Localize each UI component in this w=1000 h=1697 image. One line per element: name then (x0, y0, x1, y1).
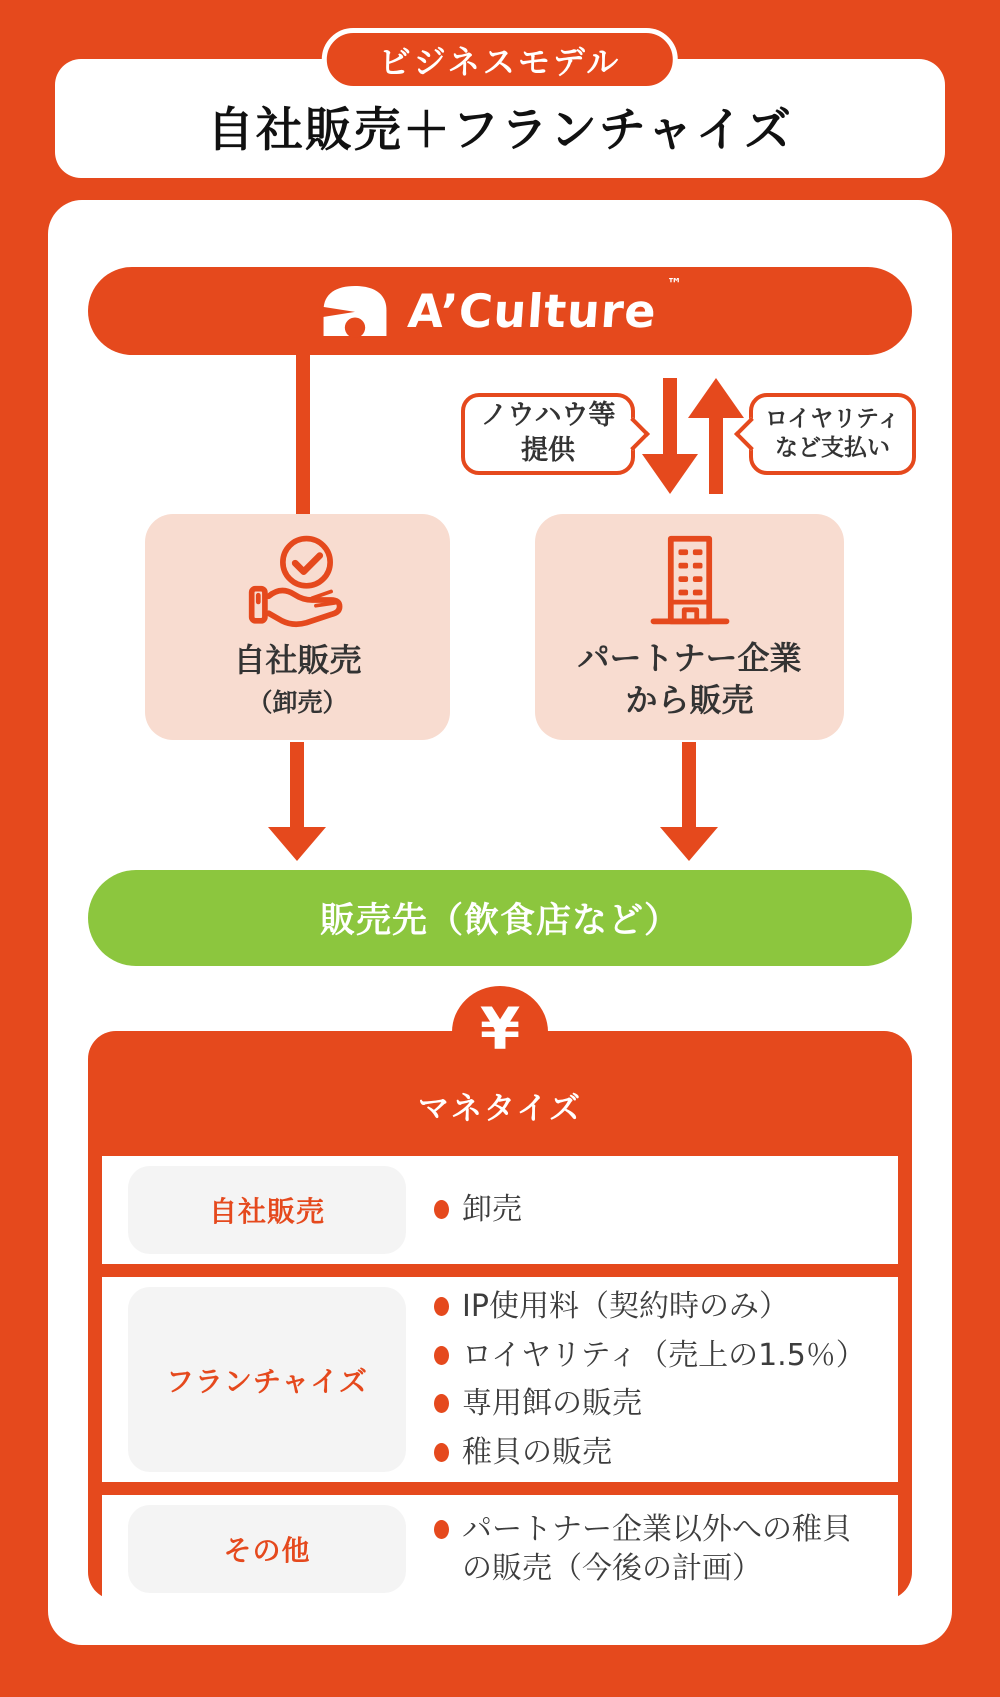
partner-title (577, 637, 801, 721)
own-sales-subtitle: （卸売） (247, 688, 348, 718)
row-item-text: 卸売 (462, 1192, 522, 1228)
own-sales-title: 自社販売 (233, 640, 362, 679)
partner-arrow-shaft (682, 742, 696, 827)
shell-icon (318, 282, 392, 340)
destination-label: 販売先（飲食店など） (319, 901, 680, 941)
partner-title-line2: から販売 (625, 681, 754, 719)
row-item-text: IP使用料（契約時のみ） (462, 1289, 789, 1324)
row-label: フランチャイズ (166, 1364, 368, 1398)
monetize-table (102, 1156, 898, 1603)
destination-bar (88, 870, 912, 966)
knowhow-bubble-line2: 提供 (521, 435, 575, 466)
yen-icon: ¥ (479, 995, 521, 1063)
row-label: 自社販売 (208, 1195, 325, 1228)
royalty-arrow-shaft (709, 418, 723, 494)
header-badge (322, 28, 678, 91)
row-label-pill (128, 1166, 406, 1254)
trademark-symbol: ™ (666, 275, 682, 293)
bullet-icon (434, 1200, 449, 1219)
row-label-pill (128, 1287, 406, 1472)
royalty-bubble-line2: など支払い (775, 435, 890, 461)
list-item (434, 1510, 878, 1589)
hand-check-icon (246, 535, 350, 631)
list-item (434, 1384, 866, 1424)
monetize-row-franchise (102, 1277, 898, 1482)
knowhow-arrow-shaft (663, 378, 677, 454)
royalty-arrow-up-icon (688, 378, 744, 418)
bubble-tail-left-icon (734, 417, 768, 451)
row-item-text: 稚貝の販売 (462, 1434, 612, 1470)
row-items (434, 1510, 878, 1589)
knowhow-arrow-down-icon (642, 454, 698, 494)
row-items (434, 1190, 522, 1230)
royalty-bubble (749, 393, 916, 475)
list-item (434, 1190, 522, 1230)
diagram-card (48, 200, 952, 1645)
own-sales-box (145, 514, 450, 740)
bubble-tail-right-icon (616, 417, 650, 451)
row-item-text: ロイヤリティ（売上の1.5％） (462, 1337, 866, 1373)
building-icon (640, 533, 740, 629)
bullet-icon (434, 1394, 449, 1413)
knowhow-bubble (461, 393, 635, 475)
bullet-icon (434, 1443, 449, 1462)
bullet-icon (434, 1520, 449, 1539)
monetize-row-own-sales (102, 1156, 898, 1264)
monetize-section (88, 1031, 912, 1600)
list-item (434, 1336, 866, 1376)
list-item (434, 1433, 866, 1473)
own-sales-arrow-shaft (290, 742, 304, 827)
row-label-pill (128, 1505, 406, 1593)
knowhow-bubble-line1: ノウハウ等 (480, 400, 616, 432)
brand-wordmark: A’Culture (406, 284, 659, 338)
monetize-title: マネタイズ (417, 1091, 583, 1127)
own-sales-flow-line (296, 355, 310, 514)
row-item-text: パートナー企業以外への稚貝の販売（今後の計画） (462, 1511, 852, 1587)
row-items (434, 1287, 866, 1472)
partner-title-line1: パートナー企業 (577, 638, 802, 677)
bullet-icon (434, 1346, 449, 1365)
header-badge-label: ビジネスモデル (378, 42, 622, 81)
partner-box (535, 514, 844, 740)
royalty-bubble-line1: ロイヤリティ (764, 405, 900, 432)
partner-arrow-down-icon (660, 827, 718, 861)
row-item-text: 専用餌の販売 (462, 1386, 642, 1422)
page-title: 自社販売＋フランチャイズ (206, 103, 794, 158)
brand-bar (88, 267, 912, 355)
monetize-row-other (102, 1495, 898, 1603)
row-label: その他 (223, 1534, 311, 1568)
list-item (434, 1287, 866, 1327)
bullet-icon (434, 1297, 449, 1316)
own-sales-arrow-down-icon (268, 827, 326, 861)
